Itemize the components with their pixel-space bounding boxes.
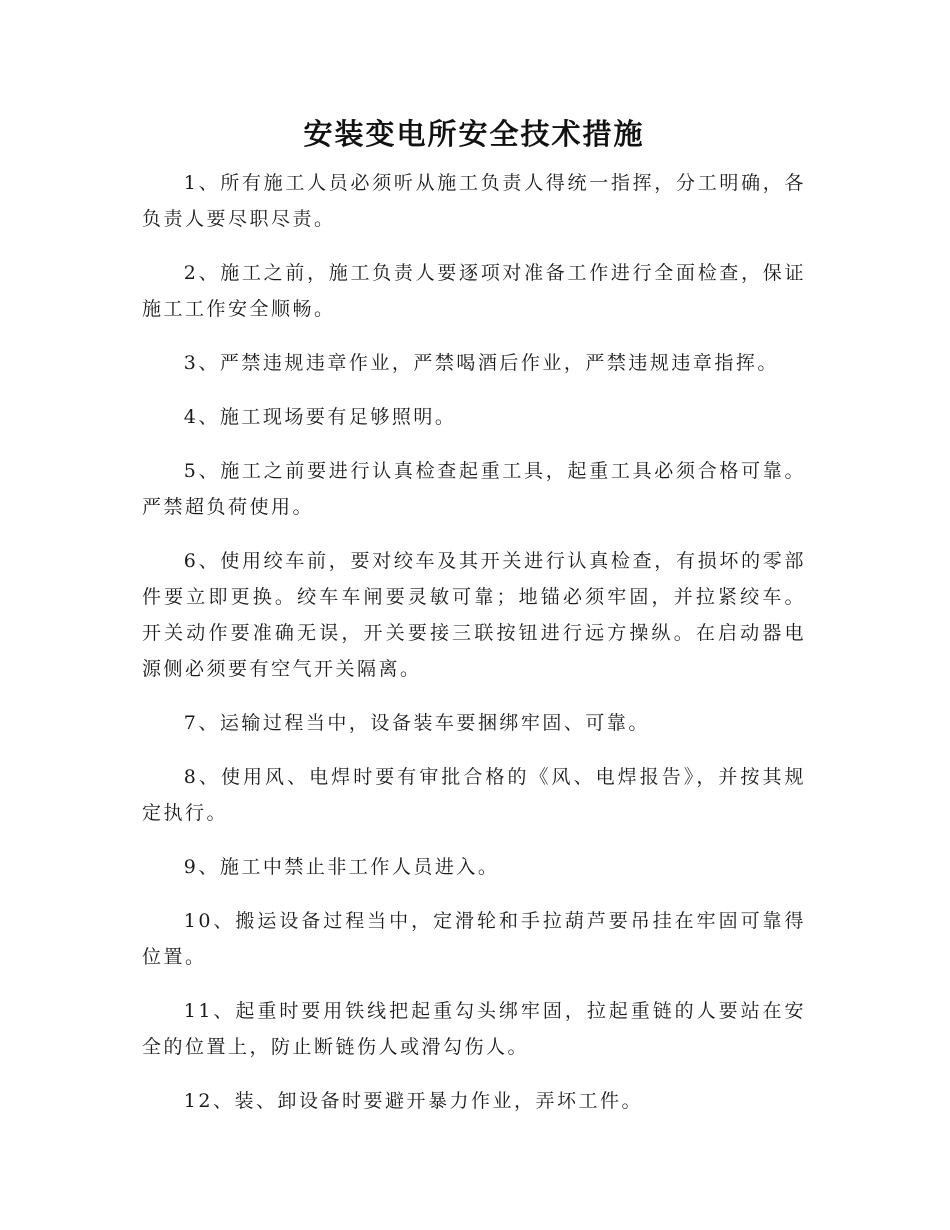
clause-2: 2、施工之前，施工负责人要逐项对准备工作进行全面检查，保证施工工作安全顺畅。: [142, 262, 806, 320]
clause-list: [142, 165, 806, 1119]
clause-5: 5、施工之前要进行认真检查起重工具，起重工具必须合格可靠。严禁超负荷使用。: [142, 460, 806, 518]
clause-7: 7、运输过程当中，设备装车要捆绑牢固、可靠。: [183, 712, 650, 734]
clause-4: 4、施工现场要有足够照明。: [183, 406, 457, 428]
clause-8: 8、使用风、电焊时要有审批合格的《风、电焊报告》，并按其规定执行。: [142, 766, 806, 824]
clause-3: 3、严禁违规违章作业，严禁喝酒后作业，严禁违规违章指挥。: [183, 352, 779, 374]
clause-9: 9、施工中禁止非工作人员进入。: [183, 856, 500, 878]
document-title: 安装变电所安全技术措施: [303, 117, 645, 151]
clause-1: 1、所有施工人员必须听从施工负责人得统一指挥，分工明确，各负责人要尽职尽责。: [142, 172, 806, 230]
clause-11: 11、起重时要用铁线把起重勾头绑牢固，拉起重链的人要站在安全的位置上，防止断链伤人或滑勾伤人。: [142, 1000, 806, 1058]
document-body: [142, 112, 806, 1137]
clause-10: 10、搬运设备过程当中，定滑轮和手拉葫芦要吊挂在牢固可靠得位置。: [142, 910, 806, 968]
clause-12: 12、装、卸设备时要避开暴力作业，弄坏工件。: [183, 1090, 643, 1112]
clause-6: 6、使用绞车前，要对绞车及其开关进行认真检查，有损坏的零部件要立即更换。绞车车闸要灵敏可靠；地锚必须牢固，并拉紧绞车。开关动作要准确无误，开关要接三联按钮进行远方操纵。在启动器电源侧必须要有空气开关隔离。: [142, 550, 806, 680]
